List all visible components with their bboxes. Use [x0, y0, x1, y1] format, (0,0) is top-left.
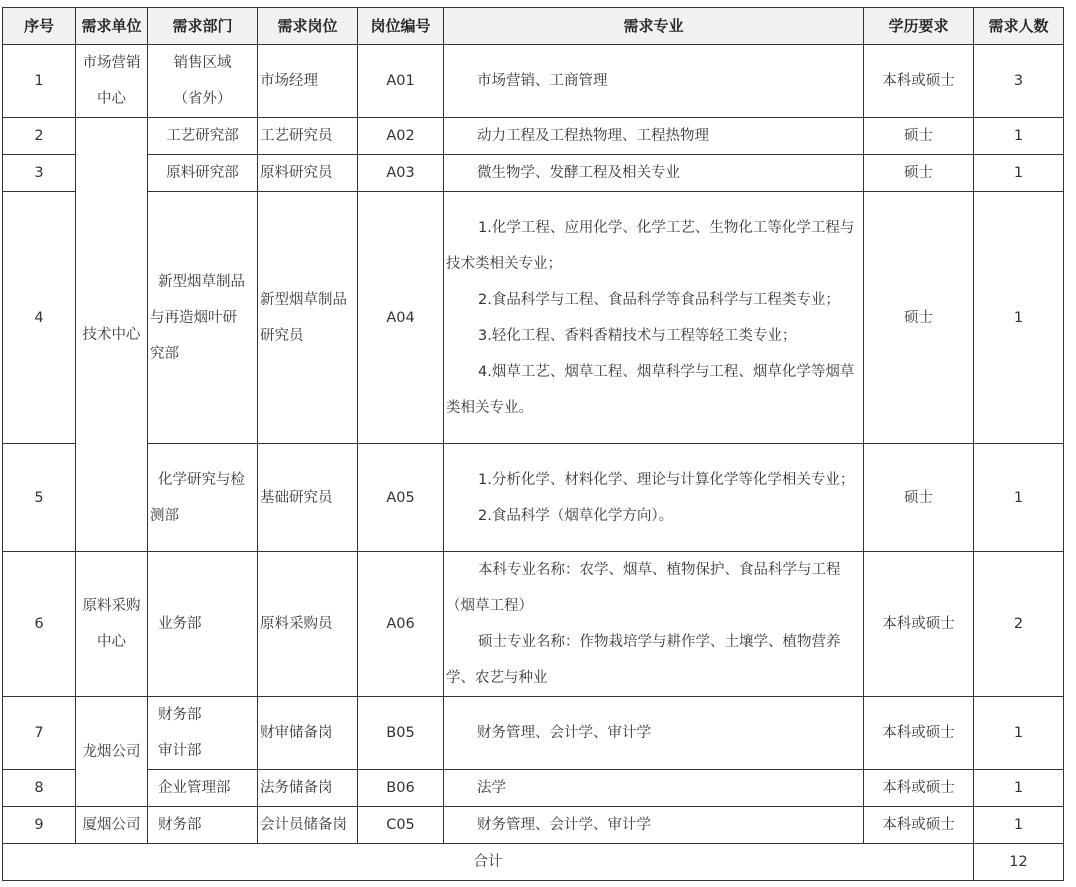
major-paragraph: 1.分析化学、材料化学、理论与计算化学等化学相关专业；: [478, 471, 855, 488]
code-cell: A01: [358, 45, 444, 118]
count-cell: 1: [974, 697, 1064, 770]
code-cell: B05: [358, 697, 444, 770]
table-row: [3, 697, 1064, 770]
count-cell: 1: [974, 155, 1064, 192]
major-cell: 市场营销、工商管理: [444, 45, 864, 118]
major-cell: 财务管理、会计学、审计学: [444, 697, 864, 770]
dept-line: 销售区域: [173, 55, 232, 71]
count-cell: 1: [974, 444, 1064, 552]
dept-line: 新型烟草制品: [158, 273, 245, 290]
table-row: [3, 807, 1064, 844]
major-paragraph: 本科专业名称：农学、烟草、植物保护、食品科学与工程（烟草工程）: [446, 562, 841, 614]
edu-cell: 硕士: [864, 444, 974, 552]
count-cell: 3: [974, 45, 1064, 118]
post-line: 新型烟草制品: [260, 291, 347, 308]
code-cell: A03: [358, 155, 444, 192]
dept-line: 化学研究与检: [158, 471, 245, 488]
dept-line: 与再造烟叶研: [150, 309, 237, 326]
count-cell: 1: [974, 118, 1064, 155]
recruitment-table: [2, 7, 1064, 881]
unit-line: 中心: [97, 634, 126, 650]
dept-line: 财务部: [158, 707, 202, 723]
header-major: 需求专业: [444, 8, 864, 45]
edu-cell: 硕士: [864, 192, 974, 444]
code-cell: B06: [358, 770, 444, 807]
dept-line: 审计部: [158, 743, 202, 759]
post-cell: 原料采购员: [258, 552, 358, 697]
major-paragraph: 3.轻化工程、香料香精技术与工程等轻工类专业；: [478, 327, 797, 344]
unit-cell: 厦烟公司: [76, 807, 148, 844]
table-row: [3, 192, 1064, 444]
seq-cell: 5: [3, 444, 76, 552]
major-cell: [444, 444, 864, 552]
edu-cell: 硕士: [864, 118, 974, 155]
header-seq: 序号: [3, 8, 76, 45]
seq-cell: 6: [3, 552, 76, 697]
header-unit: 需求单位: [76, 8, 148, 45]
dept-line: 测部: [150, 507, 179, 524]
total-label: 合计: [3, 844, 974, 881]
post-cell: [258, 192, 358, 444]
seq-cell: 7: [3, 697, 76, 770]
code-cell: A06: [358, 552, 444, 697]
major-cell: 法学: [444, 770, 864, 807]
major-paragraph: 硕士专业名称：作物栽培学与耕作学、土壤学、植物营养学、农艺与种业: [446, 634, 841, 686]
dept-cell: [148, 192, 258, 444]
header-post: 需求岗位: [258, 8, 358, 45]
post-cell: 原料研究员: [258, 155, 358, 192]
dept-cell: 原料研究部: [148, 155, 258, 192]
table-row: [3, 770, 1064, 807]
unit-cell: 龙烟公司: [76, 697, 148, 807]
code-cell: A05: [358, 444, 444, 552]
unit-line: 市场营销: [82, 55, 141, 71]
total-row: [3, 844, 1064, 881]
unit-cell: 技术中心: [76, 118, 148, 552]
unit-cell: [76, 552, 148, 697]
dept-cell: 工艺研究部: [148, 118, 258, 155]
seq-cell: 8: [3, 770, 76, 807]
major-cell: [444, 192, 864, 444]
seq-cell: 2: [3, 118, 76, 155]
dept-cell: [148, 697, 258, 770]
code-cell: A02: [358, 118, 444, 155]
edu-cell: 本科或硕士: [864, 45, 974, 118]
edu-cell: 硕士: [864, 155, 974, 192]
post-cell: 会计员储备岗: [258, 807, 358, 844]
edu-cell: 本科或硕士: [864, 697, 974, 770]
table-row: [3, 45, 1064, 118]
header-count: 需求人数: [974, 8, 1064, 45]
major-cell: 财务管理、会计学、审计学: [444, 807, 864, 844]
header-row: [3, 8, 1064, 45]
post-cell: 基础研究员: [258, 444, 358, 552]
post-cell: 市场经理: [258, 45, 358, 118]
edu-cell: 本科或硕士: [864, 807, 974, 844]
dept-cell: [148, 444, 258, 552]
edu-cell: 本科或硕士: [864, 770, 974, 807]
major-paragraph: 2.食品科学与工程、食品科学等食品科学与工程类专业；: [478, 291, 840, 308]
unit-line: 原料采购: [82, 598, 141, 614]
post-cell: 法务储备岗: [258, 770, 358, 807]
major-paragraph: 1.化学工程、应用化学、化学工艺、生物化工等化学工程与技术类相关专业；: [446, 219, 855, 272]
count-cell: 1: [974, 807, 1064, 844]
seq-cell: 3: [3, 155, 76, 192]
post-cell: 工艺研究员: [258, 118, 358, 155]
header-edu: 学历要求: [864, 8, 974, 45]
header-dept: 需求部门: [148, 8, 258, 45]
major-paragraph: 2.食品科学（烟草化学方向）。: [478, 507, 674, 524]
seq-cell: 4: [3, 192, 76, 444]
major-cell: [444, 552, 864, 697]
dept-cell: [148, 45, 258, 118]
post-line: 研究员: [260, 327, 304, 344]
count-cell: 2: [974, 552, 1064, 697]
dept-line: 究部: [150, 345, 179, 362]
edu-cell: 本科或硕士: [864, 552, 974, 697]
dept-line: （省外）: [173, 91, 232, 107]
table-row: [3, 444, 1064, 552]
header-code: 岗位编号: [358, 8, 444, 45]
dept-cell: 企业管理部: [148, 770, 258, 807]
unit-line: 中心: [97, 91, 126, 107]
major-cell: 微生物学、发酵工程及相关专业: [444, 155, 864, 192]
dept-cell: 财务部: [148, 807, 258, 844]
code-cell: A04: [358, 192, 444, 444]
unit-cell: [76, 45, 148, 118]
table-row: [3, 155, 1064, 192]
dept-cell: 业务部: [148, 552, 258, 697]
count-cell: 1: [974, 192, 1064, 444]
code-cell: C05: [358, 807, 444, 844]
table-row: [3, 552, 1064, 697]
post-cell: 财审储备岗: [258, 697, 358, 770]
major-cell: 动力工程及工程热物理、工程热物理: [444, 118, 864, 155]
seq-cell: 9: [3, 807, 76, 844]
seq-cell: 1: [3, 45, 76, 118]
table-row: [3, 118, 1064, 155]
major-paragraph: 4.烟草工艺、烟草工程、烟草科学与工程、烟草化学等烟草类相关专业。: [446, 363, 855, 416]
total-count: 12: [974, 844, 1064, 881]
count-cell: 1: [974, 770, 1064, 807]
